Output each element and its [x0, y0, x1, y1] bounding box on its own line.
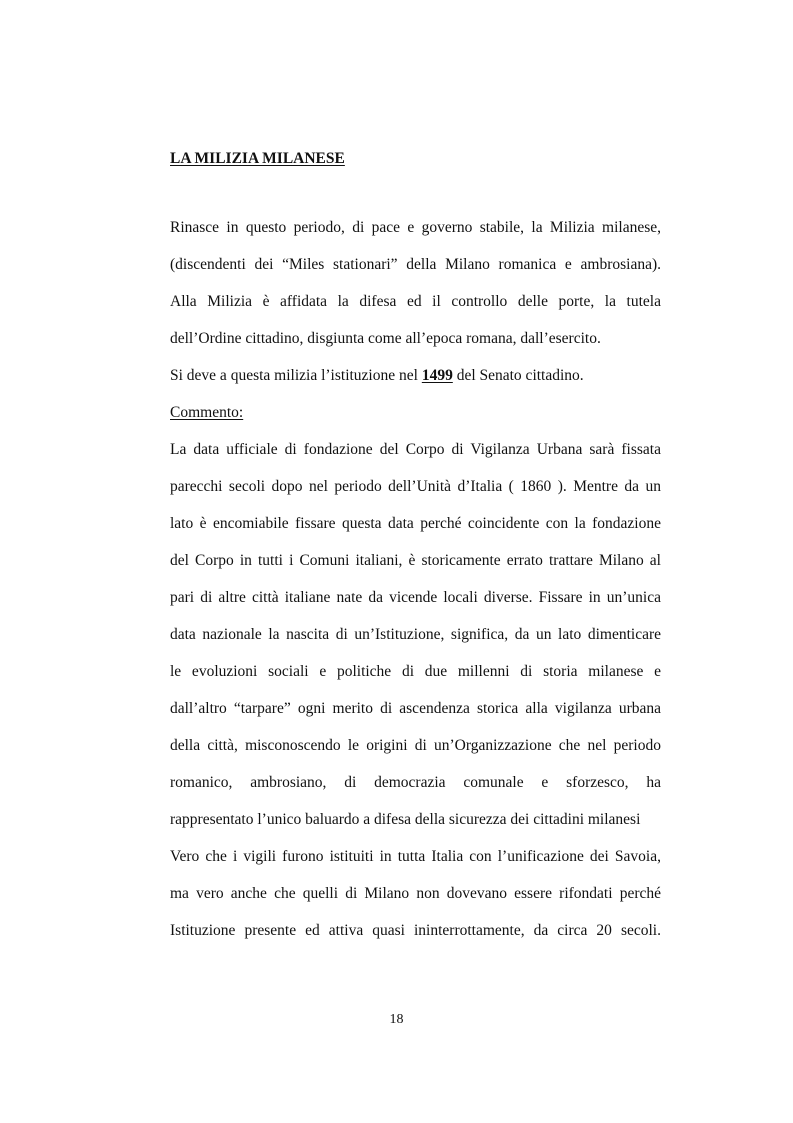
- page-title: LA MILIZIA MILANESE: [170, 150, 345, 167]
- body-line: Alla Milizia è affidata la difesa ed il controllo delle porte, la tutela: [170, 293, 661, 310]
- body-line: dell’Ordine cittadino, disgiunta come all’epoca romana, dall’esercito.: [170, 330, 601, 347]
- comment-line: ma vero anche che quelli di Milano non dovevano essere rifondati perché: [170, 885, 661, 902]
- comment-line: La data ufficiale di fondazione del Corpo di Vigilanza Urbana sarà fissata: [170, 441, 661, 458]
- senate-line-after: del Senato cittadino.: [452, 367, 584, 384]
- comment-line: Vero che i vigili furono istituiti in tutta Italia con l’unificazione dei Savoia,: [170, 848, 661, 865]
- comment-label: Commento:: [170, 404, 244, 421]
- body-line: Rinasce in questo periodo, di pace e governo stabile, la Milizia milanese,: [170, 219, 661, 236]
- senate-line: [170, 366, 661, 386]
- senate-year: 1499: [421, 367, 453, 384]
- senate-line-before: Si deve a questa milizia l’istituzione nel: [170, 367, 422, 384]
- comment-line: pari di altre città italiane nate da vicende locali diverse. Fissare in un’unica: [170, 589, 661, 606]
- comment-line: dall’altro “tarpare” ogni merito di ascendenza storica alla vigilanza urbana: [170, 700, 661, 717]
- comment-line: Istituzione presente ed attiva quasi ininterrottamente, da circa 20 secoli.: [170, 922, 661, 939]
- comment-line: data nazionale la nascita di un’Istituzione, significa, da un lato dimenticare: [170, 626, 661, 643]
- page-number: 18: [389, 1012, 404, 1027]
- comment-line: le evoluzioni sociali e politiche di due millenni di storia milanese e: [170, 663, 661, 680]
- comment-line: del Corpo in tutti i Comuni italiani, è storicamente errato trattare Milano al: [170, 552, 661, 569]
- comment-line: lato è encomiabile fissare questa data perché coincidente con la fondazione: [170, 515, 661, 532]
- comment-line: parecchi secoli dopo nel periodo dell’Unità d’Italia ( 1860 ). Mentre da un: [170, 478, 661, 495]
- body-line: (discendenti dei “Miles stationari” della Milano romanica e ambrosiana).: [170, 256, 661, 273]
- comment-line: rappresentato l’unico baluardo a difesa della sicurezza dei cittadini milanesi: [170, 811, 641, 828]
- comment-line: romanico, ambrosiano, di democrazia comunale e sforzesco, ha: [170, 774, 661, 791]
- comment-line: della città, misconoscendo le origini di un’Organizzazione che nel periodo: [170, 737, 661, 754]
